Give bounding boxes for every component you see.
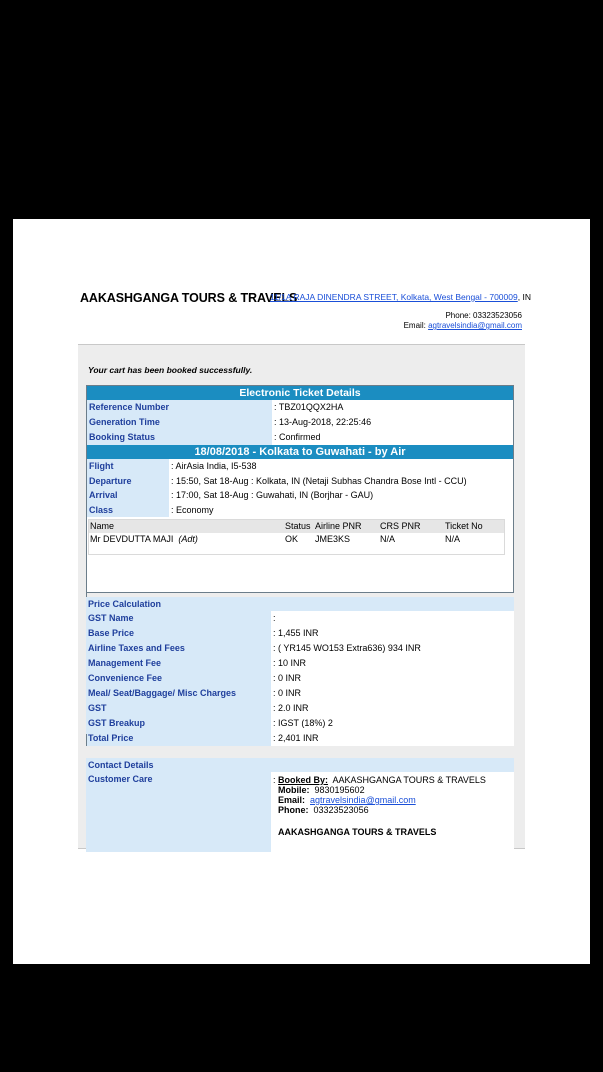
divider [86, 734, 87, 746]
company-address [270, 292, 531, 302]
company-phone [445, 311, 522, 320]
base-price-value: : 1,455 INR [271, 626, 514, 641]
convenience-fee-value: : 0 INR [271, 671, 514, 686]
price-title: Price Calculation [86, 597, 514, 611]
passenger-ticket-no: N/A [445, 534, 461, 544]
departure-row [87, 474, 513, 489]
contact-email-label: Email: [278, 795, 306, 805]
price-row [86, 686, 514, 701]
customer-care-row [86, 772, 514, 852]
passenger-table [88, 519, 505, 555]
gst-label: GST [86, 701, 271, 716]
customer-care-label: Customer Care [86, 772, 271, 852]
passenger-name [89, 533, 285, 546]
ticket-row [87, 400, 513, 415]
price-row [86, 731, 514, 746]
class-row [87, 503, 513, 518]
price-calculation [86, 597, 514, 746]
booked-by-label: Booked By: [278, 775, 329, 785]
col-name: Name [90, 521, 115, 531]
price-row [86, 626, 514, 641]
gst-value: : 2.0 INR [271, 701, 514, 716]
departure-label: Departure [87, 474, 169, 489]
address-link[interactable]: 11/1A RAJA DINENDRA STREET, Kolkata, West Bengal - 700009 [270, 292, 518, 302]
flight-value: : AirAsia India, I5-538 [171, 461, 257, 471]
passenger-airline-pnr: JME3KS [315, 534, 351, 544]
ticket-page [13, 219, 590, 964]
arrival-value: : 17:00, Sat 18-Aug : Guwahati, IN (Borjhar - GAU) [171, 490, 374, 500]
total-price-value: : 2,401 INR [271, 731, 514, 746]
ticket-row [87, 415, 513, 430]
gst-breakup-label: GST Breakup [86, 716, 271, 731]
passenger-status: OK [285, 534, 299, 544]
reference-number-label: Reference Number [87, 400, 272, 415]
passenger-crs-pnr: N/A [380, 534, 396, 544]
journey-title: 18/08/2018 - Kolkata to Guwahati - by Air [87, 445, 513, 459]
convenience-fee-label: Convenience Fee [86, 671, 271, 686]
price-row [86, 671, 514, 686]
flight-label: Flight [87, 459, 169, 474]
mobile-value: 9830195602 [314, 785, 365, 795]
generation-time-value: : 13-Aug-2018, 22:25:46 [274, 417, 372, 427]
mobile-label: Mobile: [278, 785, 310, 795]
email-label: Email: [403, 321, 426, 330]
customer-care-value [271, 772, 514, 852]
phone-value: 03323523056 [473, 311, 522, 320]
management-fee-label: Management Fee [86, 656, 271, 671]
ticket-row [87, 430, 513, 445]
phone-label: Phone: [445, 311, 471, 320]
airline-taxes-label: Airline Taxes and Fees [86, 641, 271, 656]
passenger-table-header [89, 520, 504, 533]
misc-charges-label: Meal/ Seat/Baggage/ Misc Charges [86, 686, 271, 701]
reference-number-value: : TBZ01QQX2HA [274, 402, 344, 412]
arrival-label: Arrival [87, 488, 169, 503]
gst-breakup-value: : IGST (18%) 2 [271, 716, 514, 731]
ticket-title: Electronic Ticket Details [87, 386, 513, 400]
email-link[interactable]: agtravelsindia@gmail.com [428, 321, 522, 330]
col-status: Status [285, 521, 311, 531]
booked-by-line: : Booked By: AAKASHGANGA TOURS & TRAVELS [273, 775, 486, 785]
class-value: : Economy [171, 504, 214, 515]
email-line [273, 795, 514, 805]
col-crs-pnr: CRS PNR [380, 521, 421, 531]
passenger-name-text: Mr DEVDUTTA MAJI [90, 534, 174, 544]
company-name: AAKASHGANGA TOURS & TRAVELS [80, 291, 298, 305]
price-row [86, 701, 514, 716]
contact-phone-label: Phone: [278, 805, 309, 815]
contact-title: Contact Details [86, 758, 514, 772]
booking-status-value: : Confirmed [274, 432, 321, 442]
class-label: Class [87, 503, 169, 518]
agency-name: AAKASHGANGA TOURS & TRAVELS [278, 827, 437, 837]
contact-phone-value: 03323523056 [313, 805, 369, 815]
col-ticket-no: Ticket No [445, 521, 483, 531]
passenger-type: (Adt) [178, 534, 198, 544]
mobile-line [273, 785, 514, 795]
price-row [86, 656, 514, 671]
gst-name-value: : [271, 611, 514, 626]
electronic-ticket-details [86, 385, 514, 593]
base-price-label: Base Price [86, 626, 271, 641]
price-row [86, 716, 514, 731]
price-row [86, 611, 514, 626]
booked-by-value: AAKASHGANGA TOURS & TRAVELS [332, 775, 486, 785]
misc-charges-value: : 0 INR [271, 686, 514, 701]
management-fee-value: : 10 INR [271, 656, 514, 671]
gst-name-label: GST Name [86, 611, 271, 626]
flight-row [87, 459, 513, 474]
generation-time-label: Generation Time [87, 415, 272, 430]
success-message: Your cart has been booked successfully. [88, 365, 253, 375]
price-row [86, 641, 514, 656]
contact-details [86, 758, 514, 852]
contact-email-link[interactable]: agtravelsindia@gmail.com [310, 795, 416, 805]
phone-line [273, 805, 514, 815]
total-price-label: Total Price [86, 731, 271, 746]
table-row [89, 533, 504, 546]
airline-taxes-value: : ( YR145 WO153 Extra636) 934 INR [271, 641, 514, 656]
company-email [404, 321, 522, 330]
address-suffix: , IN [517, 292, 531, 302]
col-airline-pnr: Airline PNR [315, 521, 362, 531]
departure-value: : 15:50, Sat 18-Aug : Kolkata, IN (Netaji Subhas Chandra Bose Intl - CCU) [171, 475, 467, 486]
arrival-row [87, 488, 513, 503]
booking-status-label: Booking Status [87, 430, 272, 445]
booking-panel [78, 344, 525, 849]
